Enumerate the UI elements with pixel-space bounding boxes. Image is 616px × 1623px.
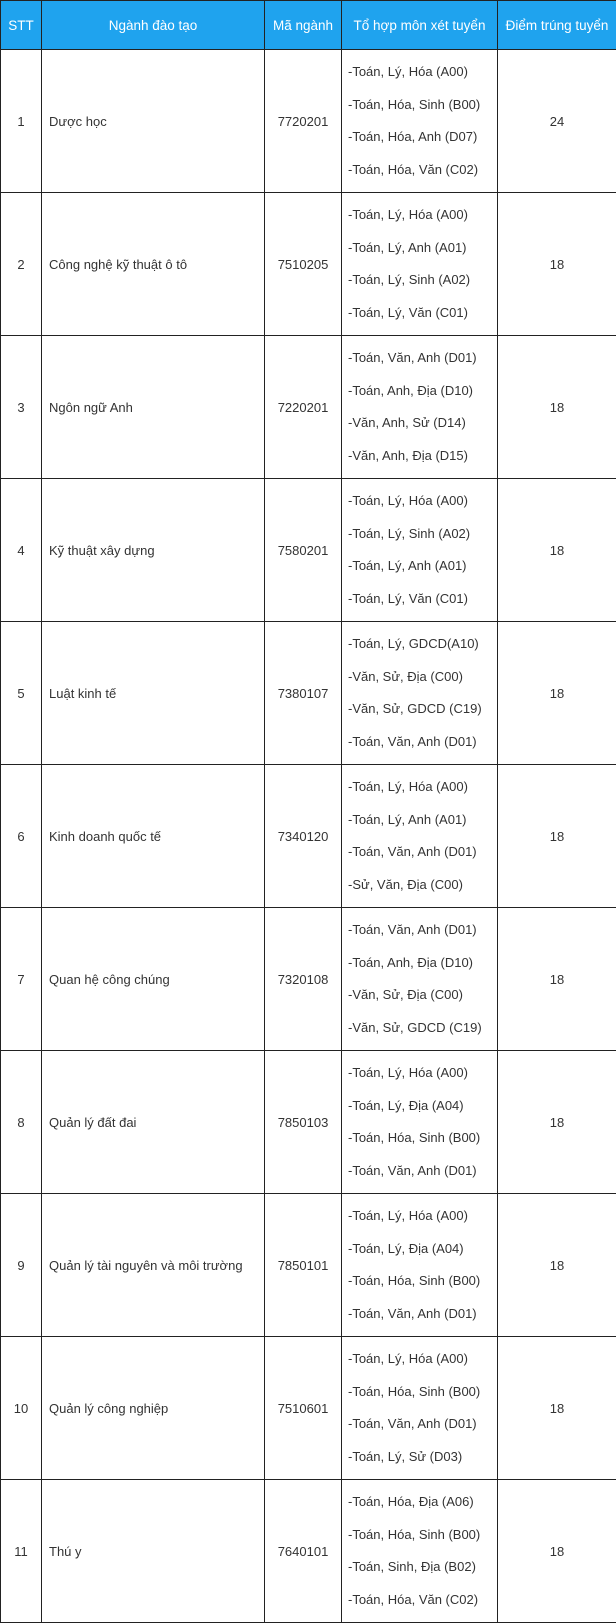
combo-item: -Toán, Lý, GDCD(A10) (348, 628, 497, 661)
row-code: 7220201 (265, 336, 342, 479)
table-row (1, 1051, 616, 1194)
row-stt: 1 (1, 50, 42, 193)
header-combos: Tổ hợp môn xét tuyển (342, 1, 498, 50)
combo-item: -Toán, Hóa, Văn (C02) (348, 1584, 497, 1617)
row-score: 18 (498, 479, 616, 622)
row-major: Quan hệ công chúng (42, 908, 265, 1051)
combo-item: -Toán, Lý, Văn (C01) (348, 297, 497, 330)
combo-item: -Toán, Hóa, Văn (C02) (348, 154, 497, 187)
combo-item: -Toán, Anh, Địa (D10) (348, 947, 497, 980)
combo-item: -Toán, Lý, Địa (A04) (348, 1233, 497, 1266)
combo-item: -Toán, Lý, Anh (A01) (348, 804, 497, 837)
row-combos (342, 1480, 498, 1623)
combo-item: -Toán, Văn, Anh (D01) (348, 836, 497, 869)
row-stt: 11 (1, 1480, 42, 1623)
combo-item: -Toán, Lý, Hóa (A00) (348, 199, 497, 232)
table-row (1, 50, 616, 193)
combo-item: -Toán, Lý, Sinh (A02) (348, 518, 497, 551)
header-code: Mã ngành (265, 1, 342, 50)
row-code: 7850101 (265, 1194, 342, 1337)
row-stt: 3 (1, 336, 42, 479)
row-stt: 9 (1, 1194, 42, 1337)
row-major: Kinh doanh quốc tế (42, 765, 265, 908)
row-stt: 2 (1, 193, 42, 336)
combo-item: -Toán, Lý, Sinh (A02) (348, 264, 497, 297)
table-row (1, 765, 616, 908)
combo-item: -Văn, Anh, Sử (D14) (348, 407, 497, 440)
row-combos (342, 908, 498, 1051)
table-row (1, 908, 616, 1051)
row-code: 7720201 (265, 50, 342, 193)
combo-item: -Toán, Lý, Hóa (A00) (348, 1343, 497, 1376)
row-major: Dược học (42, 50, 265, 193)
combo-item: -Toán, Hóa, Địa (A06) (348, 1486, 497, 1519)
row-stt: 5 (1, 622, 42, 765)
row-score: 18 (498, 193, 616, 336)
row-code: 7510601 (265, 1337, 342, 1480)
combo-item: -Toán, Lý, Sử (D03) (348, 1441, 497, 1474)
combo-item: -Văn, Sử, Địa (C00) (348, 661, 497, 694)
row-major: Ngôn ngữ Anh (42, 336, 265, 479)
combo-item: -Toán, Hóa, Anh (D07) (348, 121, 497, 154)
row-score: 18 (498, 765, 616, 908)
combo-item: -Văn, Sử, Địa (C00) (348, 979, 497, 1012)
row-code: 7340120 (265, 765, 342, 908)
row-major: Luật kinh tế (42, 622, 265, 765)
table-row (1, 1480, 616, 1623)
row-score: 18 (498, 1051, 616, 1194)
combo-item: -Toán, Anh, Địa (D10) (348, 375, 497, 408)
row-code: 7850103 (265, 1051, 342, 1194)
combo-item: -Toán, Văn, Anh (D01) (348, 1408, 497, 1441)
header-stt: STT (1, 1, 42, 50)
header-major: Ngành đào tạo (42, 1, 265, 50)
row-combos (342, 479, 498, 622)
combo-item: -Toán, Văn, Anh (D01) (348, 1298, 497, 1331)
combo-item: -Toán, Lý, Anh (A01) (348, 232, 497, 265)
combo-item: -Văn, Anh, Địa (D15) (348, 440, 497, 473)
table-body (1, 50, 616, 1623)
row-major: Quản lý công nghiệp (42, 1337, 265, 1480)
row-code: 7380107 (265, 622, 342, 765)
row-combos (342, 1051, 498, 1194)
row-stt: 6 (1, 765, 42, 908)
table-row (1, 336, 616, 479)
combo-item: -Toán, Văn, Anh (D01) (348, 726, 497, 759)
row-combos (342, 622, 498, 765)
combo-item: -Sử, Văn, Địa (C00) (348, 869, 497, 902)
row-major: Quản lý đất đai (42, 1051, 265, 1194)
row-major: Thú y (42, 1480, 265, 1623)
table-row (1, 1337, 616, 1480)
row-combos (342, 193, 498, 336)
table-header (1, 1, 616, 50)
row-combos (342, 336, 498, 479)
combo-item: -Toán, Sinh, Địa (B02) (348, 1551, 497, 1584)
combo-item: -Toán, Hóa, Sinh (B00) (348, 89, 497, 122)
table-row (1, 479, 616, 622)
row-major: Quản lý tài nguyên và môi trường (42, 1194, 265, 1337)
row-code: 7510205 (265, 193, 342, 336)
row-score: 18 (498, 908, 616, 1051)
table-row (1, 1194, 616, 1337)
combo-item: -Toán, Hóa, Sinh (B00) (348, 1265, 497, 1298)
combo-item: -Toán, Lý, Hóa (A00) (348, 1057, 497, 1090)
combo-item: -Toán, Lý, Hóa (A00) (348, 56, 497, 89)
row-code: 7640101 (265, 1480, 342, 1623)
row-stt: 7 (1, 908, 42, 1051)
combo-item: -Toán, Lý, Anh (A01) (348, 550, 497, 583)
row-score: 18 (498, 622, 616, 765)
combo-item: -Toán, Văn, Anh (D01) (348, 342, 497, 375)
header-row (1, 1, 616, 50)
row-stt: 8 (1, 1051, 42, 1194)
combo-item: -Toán, Hóa, Sinh (B00) (348, 1122, 497, 1155)
row-stt: 4 (1, 479, 42, 622)
row-major: Công nghệ kỹ thuật ô tô (42, 193, 265, 336)
combo-item: -Toán, Hóa, Sinh (B00) (348, 1519, 497, 1552)
row-code: 7320108 (265, 908, 342, 1051)
row-code: 7580201 (265, 479, 342, 622)
row-combos (342, 1337, 498, 1480)
table-row (1, 622, 616, 765)
combo-item: -Toán, Lý, Văn (C01) (348, 583, 497, 616)
row-score: 18 (498, 336, 616, 479)
header-score: Điểm trúng tuyển (498, 1, 616, 50)
row-major: Kỹ thuật xây dựng (42, 479, 265, 622)
combo-item: -Văn, Sử, GDCD (C19) (348, 693, 497, 726)
row-score: 18 (498, 1337, 616, 1480)
combo-item: -Toán, Văn, Anh (D01) (348, 1155, 497, 1188)
combo-item: -Văn, Sử, GDCD (C19) (348, 1012, 497, 1045)
row-combos (342, 1194, 498, 1337)
row-score: 18 (498, 1480, 616, 1623)
combo-item: -Toán, Lý, Hóa (A00) (348, 771, 497, 804)
combo-item: -Toán, Hóa, Sinh (B00) (348, 1376, 497, 1409)
combo-item: -Toán, Lý, Hóa (A00) (348, 485, 497, 518)
row-score: 18 (498, 1194, 616, 1337)
row-combos (342, 765, 498, 908)
combo-item: -Toán, Lý, Địa (A04) (348, 1090, 497, 1123)
row-combos (342, 50, 498, 193)
combo-item: -Toán, Văn, Anh (D01) (348, 914, 497, 947)
row-stt: 10 (1, 1337, 42, 1480)
row-score: 24 (498, 50, 616, 193)
combo-item: -Toán, Lý, Hóa (A00) (348, 1200, 497, 1233)
table-row (1, 193, 616, 336)
